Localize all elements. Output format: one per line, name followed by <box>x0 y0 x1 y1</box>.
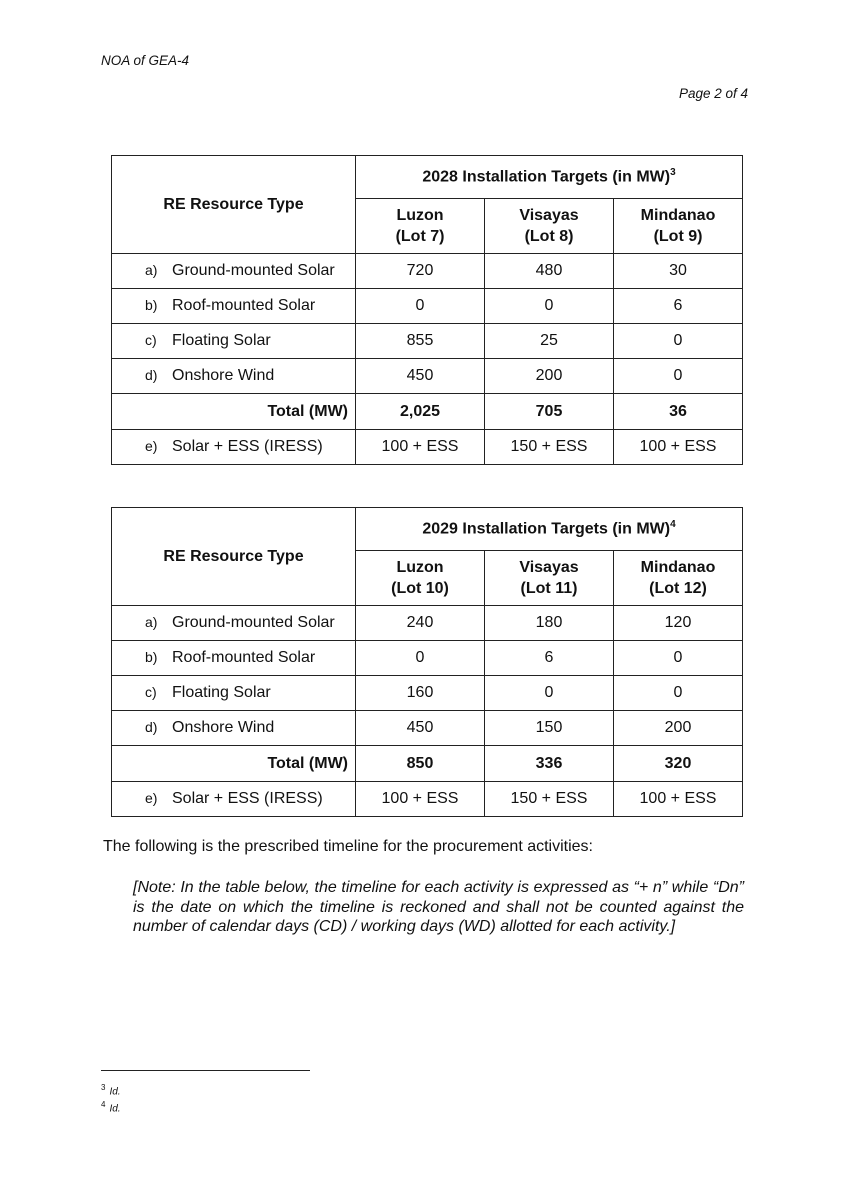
table-row <box>112 289 743 324</box>
lot-header-mindanao: Mindanao (Lot 9) <box>614 199 743 254</box>
resource-type-cell: b) Roof-mounted Solar <box>112 289 356 324</box>
lot-header-visayas: Visayas (Lot 8) <box>485 199 614 254</box>
value-cell: 720 <box>356 254 485 289</box>
value-cell: 25 <box>485 324 614 359</box>
total-value: 320 <box>614 746 743 782</box>
resource-type-cell: a) Ground-mounted Solar <box>112 606 356 641</box>
value-cell: 6 <box>485 641 614 676</box>
total-value: 336 <box>485 746 614 782</box>
value-cell: 100 + ESS <box>356 430 485 465</box>
total-row <box>112 394 743 430</box>
resource-type-cell: e) Solar + ESS (IRESS) <box>112 782 356 817</box>
lot-header-luzon: Luzon (Lot 10) <box>356 551 485 606</box>
value-cell: 480 <box>485 254 614 289</box>
footnote-ref: 4 <box>670 519 676 531</box>
value-cell: 0 <box>614 324 743 359</box>
total-value: 850 <box>356 746 485 782</box>
targets-title: 2028 Installation Targets (in MW)$^3$ <box>356 156 743 199</box>
value-cell: 0 <box>614 359 743 394</box>
footnote-divider <box>101 1070 310 1071</box>
value-cell: 450 <box>356 359 485 394</box>
lot-header-mindanao: Mindanao (Lot 12) <box>614 551 743 606</box>
value-cell: 200 <box>614 711 743 746</box>
table-row <box>112 711 743 746</box>
value-cell: 100 + ESS <box>614 430 743 465</box>
footnote-ref: 3 <box>670 167 676 179</box>
iress-row <box>112 782 743 817</box>
total-row <box>112 746 743 782</box>
total-value: 2,025 <box>356 394 485 430</box>
total-label: Total (MW) <box>112 746 356 782</box>
value-cell: 120 <box>614 606 743 641</box>
value-cell: 160 <box>356 676 485 711</box>
value-cell: 30 <box>614 254 743 289</box>
resource-type-cell: e) Solar + ESS (IRESS) <box>112 430 356 465</box>
resource-type-cell: c) Floating Solar <box>112 324 356 359</box>
table-row <box>112 324 743 359</box>
iress-row <box>112 430 743 465</box>
total-value: 705 <box>485 394 614 430</box>
value-cell: 150 + ESS <box>485 430 614 465</box>
value-cell: 450 <box>356 711 485 746</box>
resource-type-cell: d) Onshore Wind <box>112 711 356 746</box>
table-row <box>112 254 743 289</box>
value-cell: 150 <box>485 711 614 746</box>
targets-title: 2029 Installation Targets (in MW)$^4$ <box>356 508 743 551</box>
footnote: $^4$ Id. <box>101 1100 121 1115</box>
resource-type-header: RE Resource Type <box>112 508 356 606</box>
value-cell: 100 + ESS <box>356 782 485 817</box>
page-number: Page 2 of 4 <box>678 86 748 101</box>
resource-type-cell: d) Onshore Wind <box>112 359 356 394</box>
value-cell: 855 <box>356 324 485 359</box>
value-cell: 0 <box>614 641 743 676</box>
resource-type-cell: b) Roof-mounted Solar <box>112 641 356 676</box>
targets-table-2028 <box>111 155 743 465</box>
table-row <box>112 676 743 711</box>
table-row <box>112 606 743 641</box>
footnote: $^3$ Id. <box>101 1083 121 1098</box>
targets-table-2029 <box>111 507 743 817</box>
document-id: NOA of GEA-4 <box>101 53 190 68</box>
value-cell: 240 <box>356 606 485 641</box>
total-value: 36 <box>614 394 743 430</box>
value-cell: 180 <box>485 606 614 641</box>
lot-header-luzon: Luzon (Lot 7) <box>356 199 485 254</box>
value-cell: 200 <box>485 359 614 394</box>
value-cell: 0 <box>485 289 614 324</box>
value-cell: 150 + ESS <box>485 782 614 817</box>
value-cell: 6 <box>614 289 743 324</box>
value-cell: 100 + ESS <box>614 782 743 817</box>
table-row <box>112 359 743 394</box>
total-label: Total (MW) <box>112 394 356 430</box>
resource-type-cell: a) Ground-mounted Solar <box>112 254 356 289</box>
value-cell: 0 <box>356 641 485 676</box>
timeline-intro: The following is the prescribed timeline for the procurement activities: <box>103 838 593 855</box>
resource-type-header: RE Resource Type <box>112 156 356 254</box>
value-cell: 0 <box>614 676 743 711</box>
timeline-note: [Note: In the table below, the timeline for each activity is expressed as “+ n” while “Dn” is the date on which the timeline is reckoned and shall not be counted against the number of calendar days (CD) / working days (WD) allotted for each activity.] <box>133 879 744 935</box>
value-cell: 0 <box>485 676 614 711</box>
resource-type-cell: c) Floating Solar <box>112 676 356 711</box>
lot-header-visayas: Visayas (Lot 11) <box>485 551 614 606</box>
table-row <box>112 641 743 676</box>
value-cell: 0 <box>356 289 485 324</box>
